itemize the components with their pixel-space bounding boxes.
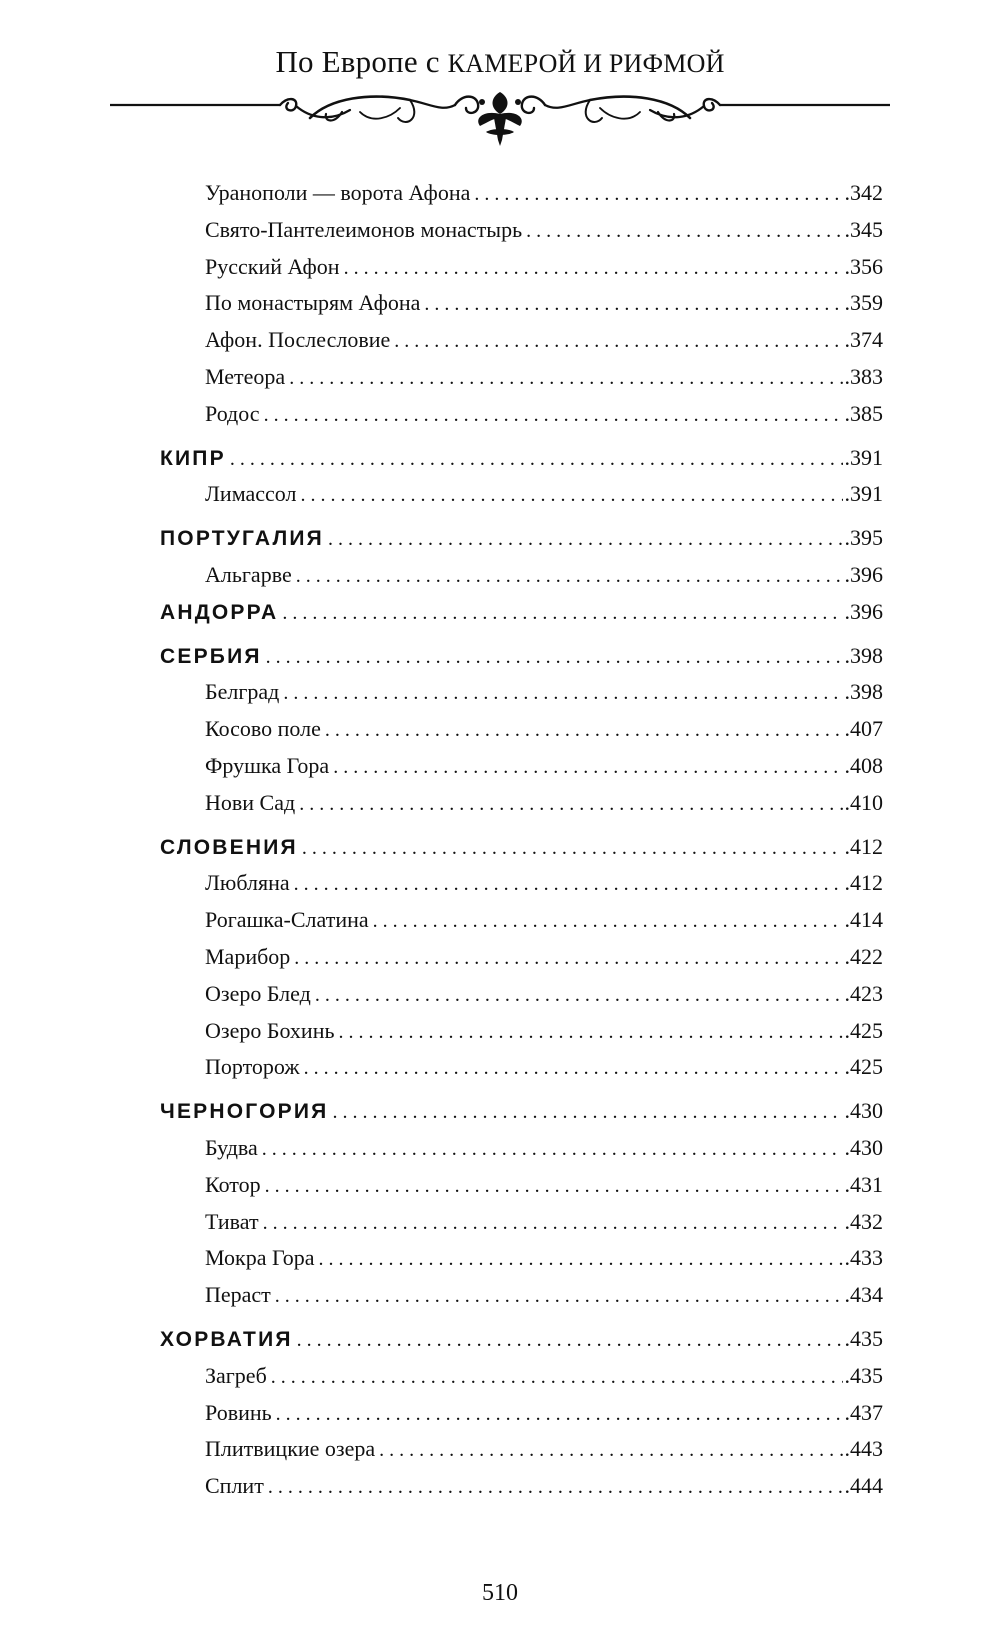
toc-entry-row: [160, 1245, 883, 1282]
dot-leader: [424, 293, 842, 316]
dot-leader: [319, 1248, 843, 1271]
toc-section-row: [160, 643, 883, 680]
toc-entry-page: .395: [844, 525, 883, 551]
toc-entry-row: [160, 401, 883, 438]
dot-leader: [344, 257, 843, 280]
toc-entry-page: .391: [844, 444, 883, 470]
toc-entry-row: [160, 481, 883, 518]
toc-entry-title: Сплит: [205, 1473, 264, 1499]
toc-entry-row: [160, 753, 883, 790]
toc-entry-row: [160, 1282, 883, 1319]
toc-section-row: [160, 445, 883, 482]
dot-leader: [394, 330, 842, 353]
toc-entry-page: .383: [844, 363, 883, 389]
toc-entry-row: [160, 1135, 883, 1172]
toc-entry-title: Марибор: [205, 943, 291, 969]
dot-leader: [296, 565, 843, 588]
toc-entry-row: [160, 290, 883, 327]
toc-entry-title: АНДОРРА: [160, 600, 279, 624]
toc-entry-page: .434: [844, 1282, 883, 1308]
dot-leader: [230, 448, 843, 471]
toc-entry-title: КИПР: [160, 446, 226, 470]
toc-entry-page: .391: [844, 481, 883, 507]
toc-entry-row: [160, 217, 883, 254]
dot-leader: [474, 183, 842, 206]
dot-leader: [339, 1021, 843, 1044]
toc-entry-page: .374: [844, 327, 883, 353]
toc-entry-page: .431: [844, 1171, 883, 1197]
toc-entry-title: СЛОВЕНИЯ: [160, 835, 298, 859]
dot-leader: [289, 367, 842, 390]
toc-entry-page: .410: [844, 789, 883, 815]
dot-leader: [264, 404, 843, 427]
dot-leader: [315, 984, 843, 1007]
toc-entry-title: Рогашка-Слатина: [205, 907, 369, 933]
toc-entry-page: .356: [844, 253, 883, 279]
flourish-divider-icon: [110, 88, 890, 158]
dot-leader: [332, 1101, 842, 1124]
toc-section-row: [160, 599, 883, 636]
toc-entry-row: [160, 562, 883, 599]
toc-section-row: [160, 834, 883, 871]
toc-section-row: [160, 1098, 883, 1135]
toc-entry-row: [160, 1209, 883, 1246]
toc-entry-title: По монастырям Афона: [205, 290, 421, 316]
dot-leader: [276, 1403, 843, 1426]
dot-leader: [373, 910, 843, 933]
toc-entry-title: Русский Афон: [205, 253, 340, 279]
toc-entry-title: Пераст: [205, 1282, 271, 1308]
toc-entry-title: Любляна: [205, 870, 290, 896]
toc-section-row: [160, 525, 883, 562]
dot-leader: [333, 756, 842, 779]
toc-entry-title: Будва: [205, 1134, 258, 1160]
toc-entry-row: [160, 327, 883, 364]
toc-entry-title: Тиват: [205, 1208, 259, 1234]
toc-entry-title: Котор: [205, 1171, 261, 1197]
toc-entry-title: СЕРБИЯ: [160, 644, 262, 668]
toc-entry-row: [160, 364, 883, 401]
running-head: [0, 44, 1000, 80]
toc-entry-page: .407: [844, 716, 883, 742]
toc-entry-row: [160, 716, 883, 753]
dot-leader: [263, 1212, 843, 1235]
toc-entry-page: .430: [844, 1098, 883, 1124]
toc-entry-title: Уранополи — ворота Афона: [205, 180, 471, 205]
dot-leader: [262, 1138, 843, 1161]
toc-entry-page: .398: [844, 642, 883, 668]
toc-entry-page: .412: [844, 870, 883, 896]
dot-leader: [294, 947, 842, 970]
toc-entry-title: Белград: [205, 679, 280, 705]
toc-entry-title: Лимассол: [205, 481, 297, 507]
toc-entry-page: .412: [844, 833, 883, 859]
dot-leader: [268, 1476, 843, 1499]
toc-entry-title: Родос: [205, 400, 260, 426]
toc-entry-row: [160, 180, 883, 217]
dot-leader: [297, 1329, 843, 1352]
dot-leader: [328, 528, 843, 551]
toc-entry-row: [160, 679, 883, 716]
toc-entry-title: Фрушка Гора: [205, 752, 330, 778]
dot-leader: [294, 873, 843, 896]
dot-leader: [300, 484, 842, 507]
toc-entry-row: [160, 1172, 883, 1209]
toc-entry-page: .359: [844, 290, 883, 316]
toc-entry-row: [160, 907, 883, 944]
toc-entry-page: .414: [844, 907, 883, 933]
toc-entry-page: .422: [844, 943, 883, 969]
toc-entry-page: .430: [844, 1134, 883, 1160]
page-number: 510: [482, 1580, 518, 1606]
dot-leader: [266, 646, 843, 669]
toc-entry-row: [160, 1054, 883, 1091]
toc-entry-title: Мокра Гора: [205, 1245, 315, 1271]
toc-entry-page: .437: [844, 1399, 883, 1425]
toc-entry-title: Озеро Бохинь: [205, 1017, 335, 1043]
toc-entry-row: [160, 981, 883, 1018]
toc-entry-page: .342: [844, 180, 883, 205]
toc-entry-row: [160, 1400, 883, 1437]
toc-entry-row: [160, 1018, 883, 1055]
toc-entry-title: Загреб: [205, 1362, 267, 1388]
toc-entry-row: [160, 944, 883, 981]
toc-entry-title: ЧЕРНОГОРИЯ: [160, 1100, 329, 1124]
toc-entry-title: Свято-Пантелеимонов монастырь: [205, 216, 523, 242]
toc-entry-page: .408: [844, 752, 883, 778]
toc-entry-row: [160, 1363, 883, 1400]
toc-entry-page: .385: [844, 400, 883, 426]
toc-entry-page: .396: [844, 598, 883, 624]
dot-leader: [299, 793, 842, 816]
toc-entry-title: Альгарве: [205, 561, 292, 587]
toc-entry-title: Афон. Послесловие: [205, 327, 391, 353]
toc-entry-page: .345: [844, 216, 883, 242]
toc-entry-page: .443: [844, 1436, 883, 1462]
toc-entry-row: [160, 254, 883, 291]
toc-entry-page: .396: [844, 561, 883, 587]
dot-leader: [283, 682, 842, 705]
dot-leader: [282, 602, 842, 625]
dot-leader: [379, 1439, 842, 1462]
toc-entry-page: .423: [844, 980, 883, 1006]
toc-entry-page: .425: [844, 1054, 883, 1080]
toc-entry-page: .432: [844, 1208, 883, 1234]
toc-entry-page: .425: [844, 1017, 883, 1043]
toc-entry-title: Плитвицкие озера: [205, 1436, 376, 1462]
toc-entry-page: .435: [844, 1362, 883, 1388]
dot-leader: [325, 719, 843, 742]
toc-entry-page: .398: [844, 679, 883, 705]
dot-leader: [526, 220, 842, 243]
toc-entry-title: Косово поле: [205, 716, 321, 742]
toc-entry-page: .435: [844, 1325, 883, 1351]
toc-entry-title: Метеора: [205, 363, 286, 389]
dot-leader: [302, 837, 843, 860]
toc-entry-page: .433: [844, 1245, 883, 1271]
toc-entry-title: Порторож: [205, 1054, 300, 1080]
dot-leader: [275, 1285, 843, 1308]
toc-entry-title: Ровинь: [205, 1399, 272, 1425]
dot-leader: [304, 1057, 843, 1080]
table-of-contents: [160, 180, 883, 1510]
toc-entry-row: [160, 870, 883, 907]
toc-entry-page: .444: [844, 1473, 883, 1499]
toc-section-row: [160, 1326, 883, 1363]
toc-entry-title: ХОРВАТИЯ: [160, 1327, 293, 1351]
running-head-rest: КАМЕРОЙ И РИФМОЙ: [447, 49, 725, 78]
running-head-first: По Европе с: [275, 44, 440, 79]
toc-entry-row: [160, 1436, 883, 1473]
toc-entry-title: ПОРТУГАЛИЯ: [160, 527, 324, 551]
dot-leader: [271, 1366, 843, 1389]
toc-entry-title: Озеро Блед: [205, 980, 311, 1006]
dot-leader: [265, 1175, 843, 1198]
toc-entry-row: [160, 790, 883, 827]
toc-entry-row: [160, 1473, 883, 1510]
toc-entry-title: Нови Сад: [205, 789, 296, 815]
